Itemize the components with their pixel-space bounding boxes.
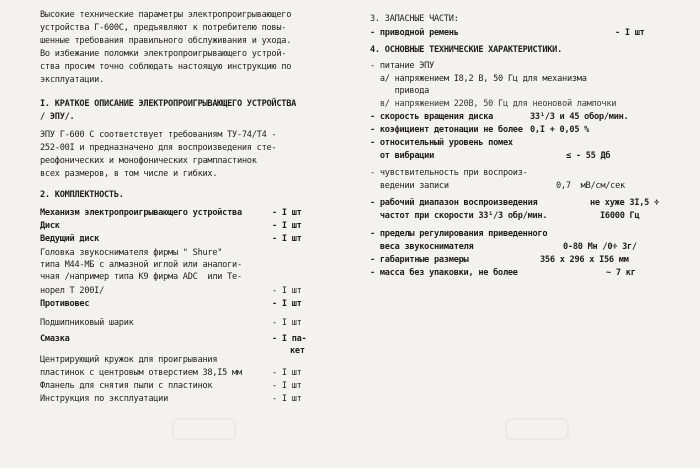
section1-heading: / ЭПУ/. <box>40 112 75 122</box>
list-item-name: Подшипниковый шарик <box>40 318 134 328</box>
spec-label: - питание ЭПУ <box>370 61 435 71</box>
spec-label: - габаритные размеры <box>370 255 469 265</box>
list-item-name: пластинок с центровым отверстием 38,I5 мм <box>40 368 242 378</box>
spec-label: - рабочий диапазон воспроизведения <box>370 198 538 208</box>
intro-line: Во избежание поломки электропроигрывающего устрой- <box>40 49 287 59</box>
list-item-qty: - I шт <box>272 381 302 391</box>
spare-part-item: - приводной ремень <box>370 28 459 38</box>
list-item-qty: - I шт <box>272 394 302 404</box>
list-item-name: Фланель для снятия пыли с пластинок <box>40 381 213 391</box>
show-through-mark <box>172 418 236 440</box>
spec-label: - скорость вращения диска <box>370 112 494 122</box>
spec-label: от вибрации <box>370 151 435 161</box>
section1-heading: I. КРАТКОЕ ОПИСАНИЕ ЭЛЕКТРОПРОИГРЫВАЮЩЕГО УСТРОЙСТВА <box>40 99 297 109</box>
intro-line: Высокие технические параметры электропроигрывающего <box>40 10 292 20</box>
section3-heading: 3. ЗАПАСНЫЕ ЧАСТИ: <box>370 14 459 24</box>
section1-text: всех размеров, в том числе и гибких. <box>40 169 218 179</box>
intro-line: ства просим точно соблюдать настоящую инструкцию по <box>40 62 292 72</box>
spec-label: ведении записи <box>370 181 449 191</box>
list-item-qty: - I шт <box>272 318 302 328</box>
section1-text: реофонических и монофонических грампластинок <box>40 156 257 166</box>
spec-label: привода <box>370 86 430 96</box>
list-item-qty: - I шт <box>272 234 302 244</box>
spec-label: - масса без упаковки, не более <box>370 268 518 278</box>
spec-value: 33¹/3 и 45 обор/мин. <box>530 112 629 122</box>
spec-label: а/ напряжением I8,2 В, 50 Гц для механизма <box>370 74 587 84</box>
list-item-qty: - I шт <box>272 299 302 309</box>
spec-value: 356 х 296 х I56 мм <box>540 255 629 265</box>
spec-label: - чувствительность при воспроиз- <box>370 168 528 178</box>
spec-value: ≤ - 55 Дб <box>566 151 611 161</box>
intro-line: эксплуатации. <box>40 75 105 85</box>
list-item-name: Смазка <box>40 334 70 344</box>
section4-heading: 4. ОСНОВНЫЕ ТЕХНИЧЕСКИЕ ХАРАКТЕРИСТИКИ. <box>370 45 563 55</box>
list-item-name: типа М44-МБ с алмазной иглой или аналоги- <box>40 260 242 270</box>
spec-label: в/ напряжением 220В, 50 Гц для неоновой лампочки <box>370 99 617 109</box>
list-item-name: норел Т 200I/ <box>40 286 105 296</box>
spec-value: 0-80 Мн /0÷ 3г/ <box>563 242 637 252</box>
spec-label: - относительный уровень помех <box>370 138 513 148</box>
section1-text: 252-00I и предназначено для воспроизведения сте- <box>40 143 277 153</box>
spec-label: - коэфициент детонации не более <box>370 125 523 135</box>
list-item-name: Механизм электропроигрывающего устройства <box>40 208 242 218</box>
list-item-name: чная /например типа К9 фирма ADC или Те- <box>40 272 242 282</box>
list-item-name: Центрирующий кружок для проигрывания <box>40 355 218 365</box>
section2-heading: 2. КОМПЛЕКТНОСТЬ. <box>40 190 124 200</box>
list-item-name: Диск <box>40 221 60 231</box>
spec-label: - пределы регулирования приведенного <box>370 229 548 239</box>
spare-part-qty: - I шт <box>615 28 645 38</box>
spec-value: I6000 Гц <box>600 211 640 221</box>
spec-label: частот при скорости 33¹/3 обр/мин. <box>370 211 548 221</box>
list-item-name: Противовес <box>40 299 90 309</box>
list-item-qty: - I шт <box>272 221 302 231</box>
list-item-name: Головка звукоснимателя фирмы " Shure" <box>40 248 223 258</box>
section1-text: ЭПУ Г-600 С соответствует требованиям ТУ-74/Т4 - <box>40 130 277 140</box>
list-item-qty: - I шт <box>272 208 302 218</box>
show-through-mark <box>505 418 569 440</box>
list-item-qty: - I па- <box>272 334 307 344</box>
spec-value: ~ 7 кг <box>606 268 636 278</box>
list-item-qty: - I шт <box>272 368 302 378</box>
list-item-qty: - I шт <box>272 286 302 296</box>
intro-line: устройства Г-600С, предъявляют к потребителю повы- <box>40 23 287 33</box>
spec-value: не хуже 3I,5 ÷ <box>590 198 659 208</box>
list-item-qty: кет <box>290 346 305 356</box>
spec-value: 0,7 мВ/см/сек <box>556 181 625 191</box>
list-item-name: Инструкция по эксплуатации <box>40 394 169 404</box>
intro-line: шенные требования правильного обслуживания и ухода. <box>40 36 292 46</box>
spec-label: веса звукоснимателя <box>370 242 474 252</box>
list-item-name: Ведущий диск <box>40 234 100 244</box>
spec-value: 0,I + 0,05 % <box>530 125 590 135</box>
